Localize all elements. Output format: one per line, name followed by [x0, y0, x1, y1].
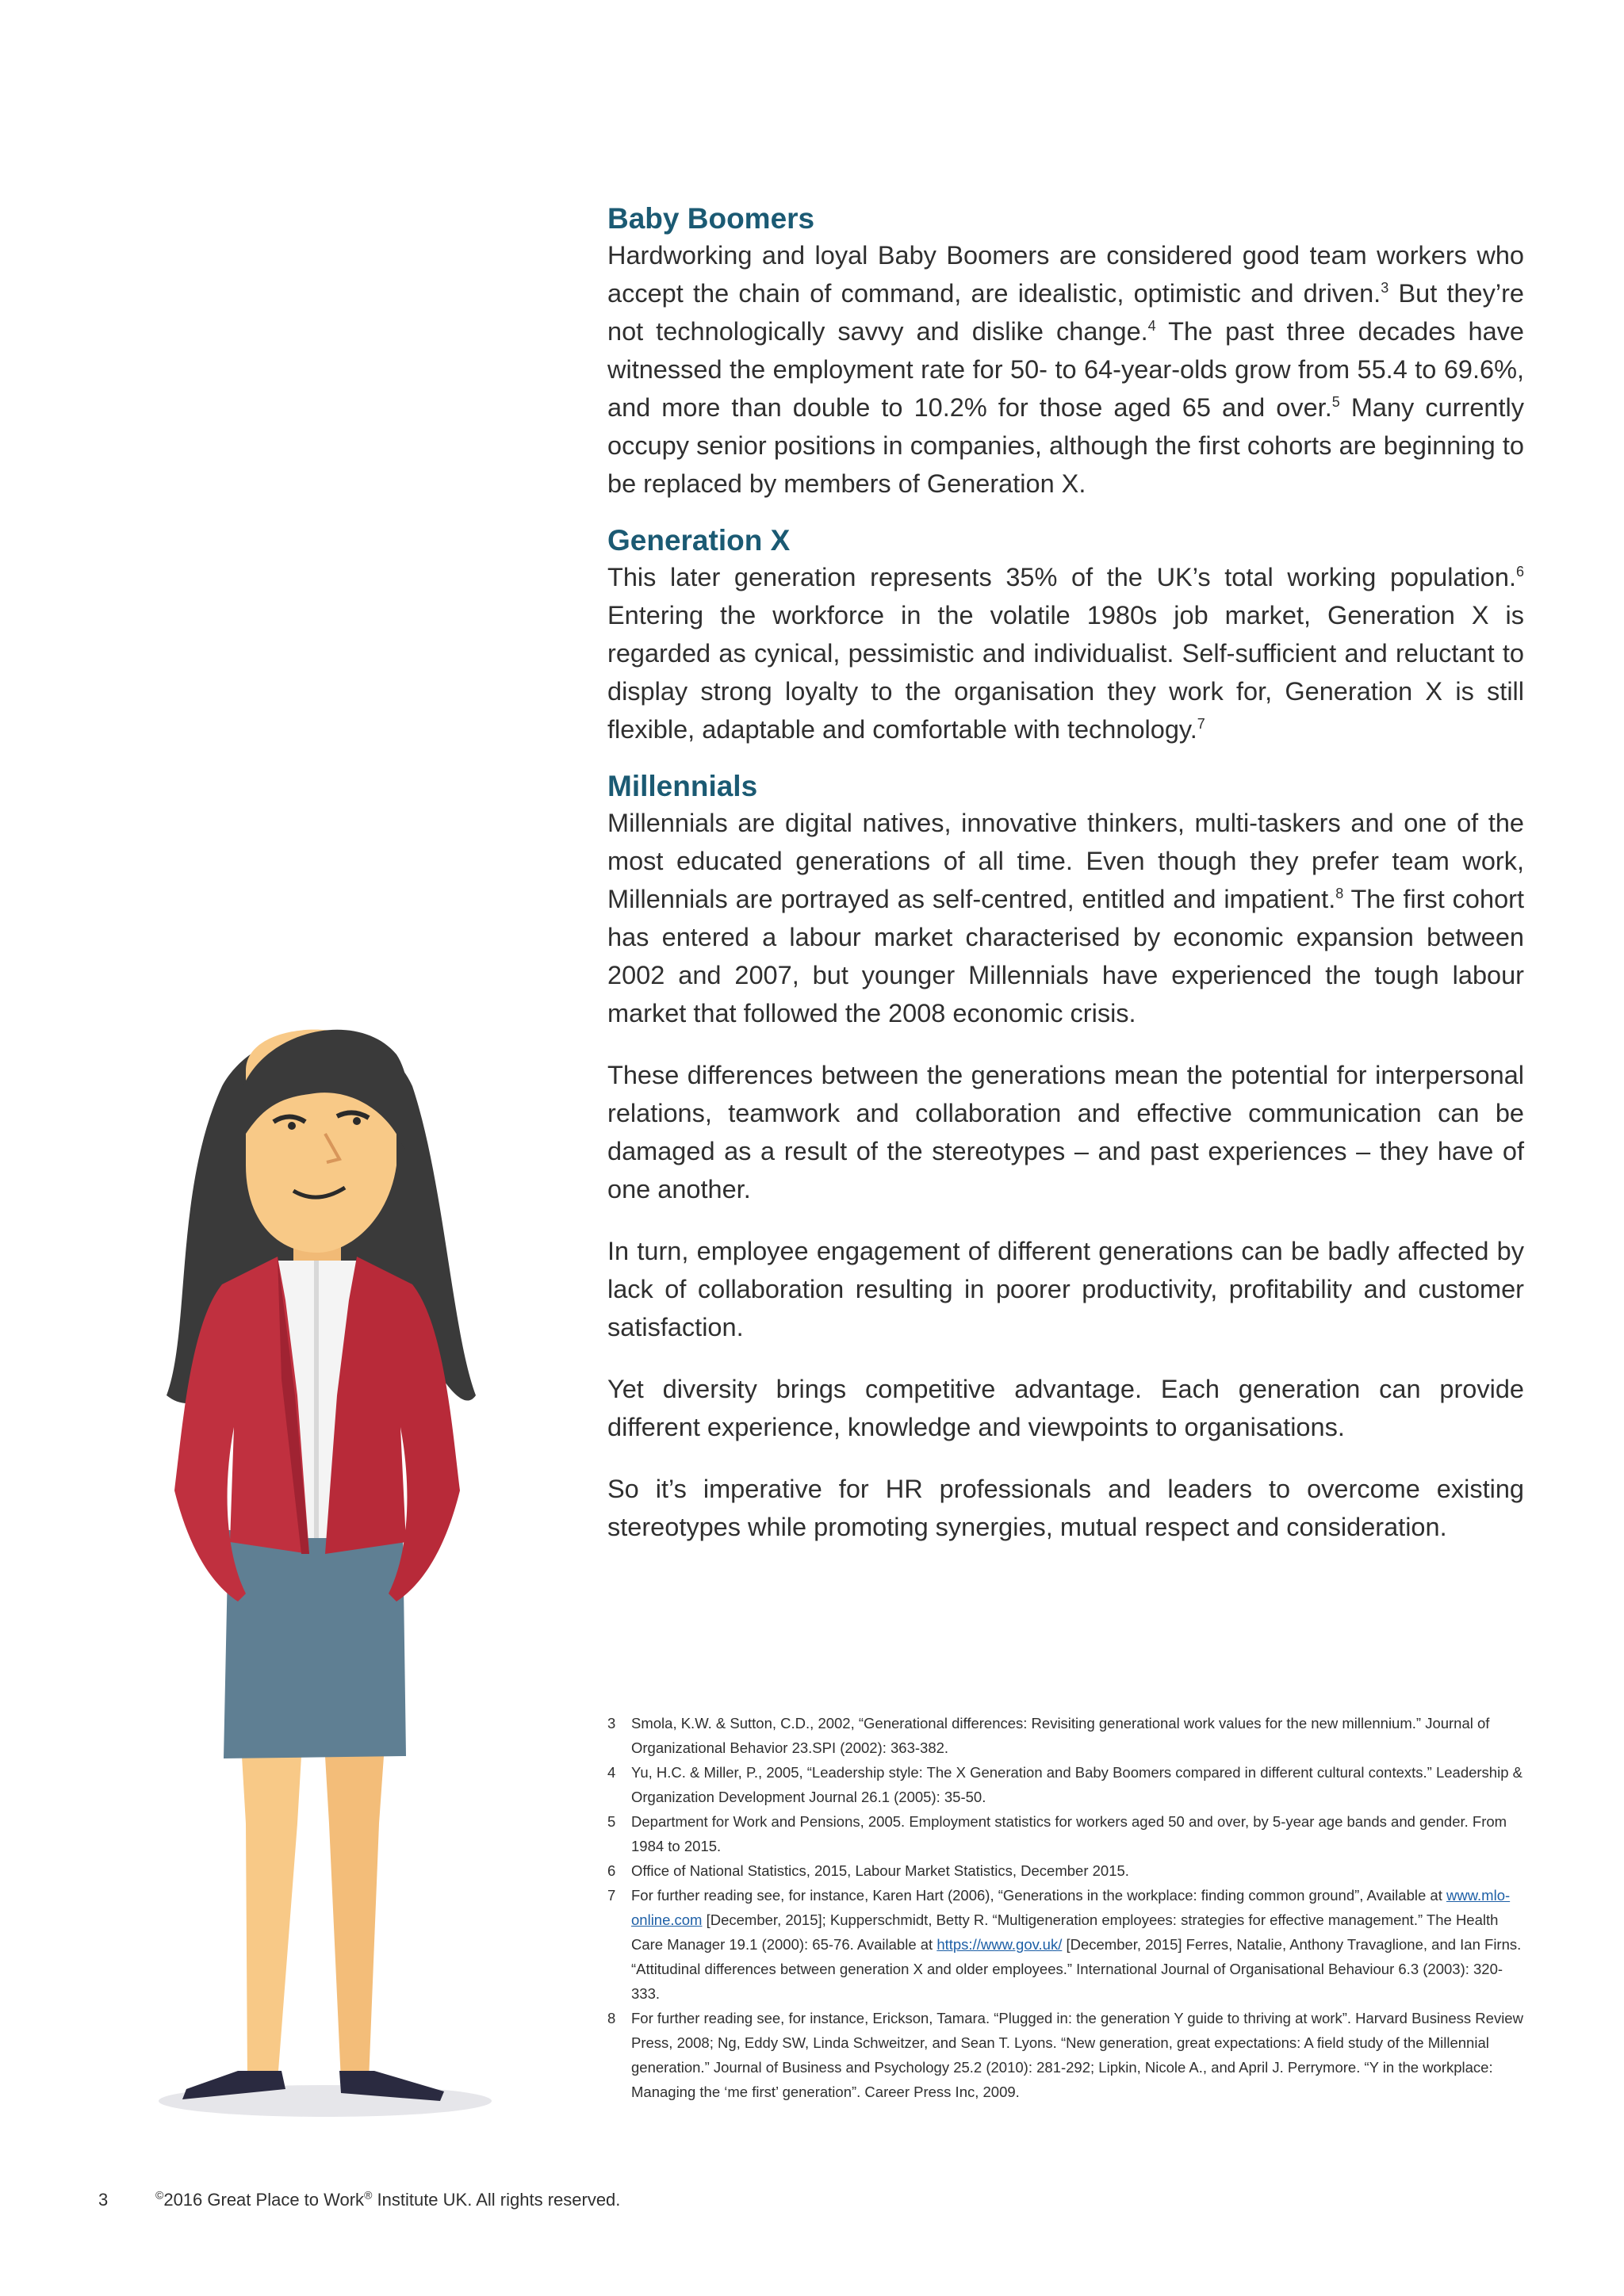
footnote-ref: 4 — [1147, 318, 1156, 335]
footnote-text: Yu, H.C. & Miller, P., 2005, “Leadership style: The X Generation and Baby Boomers compared in different cultural contexts.” Leadership & Organization Development Journal 26.1 (2005): 35-50. — [631, 1764, 1522, 1805]
footnote-item — [607, 1711, 1524, 1760]
footnote-number: 5 — [607, 1813, 616, 1830]
section-body: This later generation represents 35% of the UK’s total working population.$^6$ Entering the workforce in the volatile 1980s job market, Generation X is regarded as cynical, pessimistic and individualist. Self-sufficient and reluctant to display strong loyalty to the organisation they work for, Generation X is still flexible, adaptable and comfortable with technology.$^7$ — [607, 563, 1524, 744]
right-pupil — [353, 1117, 361, 1125]
footnote-ref: 7 — [1197, 716, 1205, 733]
footnote-text: For further reading see, for instance, Karen Hart (2006), “Generations in the workplace: finding common ground”, Available at www.mlo-online.com [December, 2015]; Kupperschmidt, Betty R. “Multigeneration employees: strategies for effective management.” The Health Care Manager 19.1 (2000): 65-76. Available at https://www.gov.uk/ [December, 2015] Ferres, Natalie, Anthony Travaglione, and Ian Firns. “Attitudinal differences between generation X and older employees.” International Journal of Organisational Behaviour 6.3 (2003): 320-333. — [631, 1887, 1522, 2002]
footnote-text: Smola, K.W. & Sutton, C.D., 2002, “Generational differences: Revisiting generational work values for the new millennium.” Journal of Organizational Behavior 23.SPI (2002): 363-382. — [631, 1715, 1490, 1756]
footnote-text: For further reading see, for instance, Erickson, Tamara. “Plugged in: the generation Y guide to thriving at work”. Harvard Business Review Press, 2008; Ng, Eddy SW, Linda Schweitzer, and Sean T. Lyons. “New generation, great expectations: A field study of the Millennial generation.” Journal of Business and Psychology 25.2 (2010): 281-292; Lipkin, Nicole A., and April J. Perrymore. “Y in the workplace: Managing the ‘me first’ generation”. Career Press Inc, 2009. — [631, 2010, 1523, 2100]
registered-symbol: ® — [364, 2188, 373, 2202]
footnote-item — [607, 2006, 1524, 2104]
section-heading: Millennials — [607, 770, 758, 802]
footnote-item — [607, 1858, 1524, 1883]
footnote-text: Department for Work and Pensions, 2005. Employment statistics for workers aged 50 and over, by 5-year age bands and gender. From 1984 to 2015. — [631, 1813, 1507, 1854]
footnote-item — [607, 1809, 1524, 1858]
footnote-item — [607, 1760, 1524, 1809]
footnotes — [607, 1711, 1524, 2104]
section-baby-boomers — [607, 201, 1524, 503]
footnote-ref: 8 — [1335, 886, 1344, 902]
section-millennials — [607, 769, 1524, 1032]
copyright-symbol: © — [155, 2188, 164, 2202]
footnote-ref: 3 — [1381, 280, 1389, 297]
woman-in-red-jacket-icon — [127, 983, 523, 2125]
footnote-item — [607, 1883, 1524, 2006]
section-body: Millennials are digital natives, innovative thinkers, multi-taskers and one of the most educated generations of all time. Even though they prefer team work, Millennials are portrayed as self-centred, entitled and impatient.$^8$ The first cohort has entered a labour market characterised by economic expansion between 2002 and 2007, but younger Millennials have experienced the tough labour market that followed the 2008 economic crisis. — [607, 809, 1524, 1027]
copyright-line: ©2016 Great Place to Work® Institute UK. All rights reserved. — [155, 2188, 621, 2210]
left-pupil — [288, 1122, 296, 1130]
footnote-number: 6 — [607, 1862, 616, 1879]
skirt — [224, 1530, 406, 1758]
footnote-ref: 5 — [1331, 394, 1340, 411]
body-paragraph: Yet diversity brings competitive advantage. Each generation can provide different experience, knowledge and viewpoints to organisations. — [607, 1375, 1524, 1441]
body-paragraph: In turn, employee engagement of different generations can be badly affected by lack of collaboration resulting in poorer productivity, profitability and customer satisfaction. — [607, 1237, 1524, 1341]
footnote-number: 4 — [607, 1764, 616, 1781]
body-paragraph: So it’s imperative for HR professionals and leaders to overcome existing stereotypes while promoting synergies, mutual respect and consideration. — [607, 1475, 1524, 1541]
section-generation-x — [607, 523, 1524, 748]
page-number: 3 — [98, 2190, 109, 2210]
footnote-number: 8 — [607, 2010, 616, 2026]
woman-illustration — [127, 983, 523, 2125]
footnote-text: Office of National Statistics, 2015, Labour Market Statistics, December 2015. — [631, 1862, 1129, 1879]
main-content — [607, 201, 1524, 1546]
footnote-number: 7 — [607, 1887, 616, 1904]
footnote-ref: 6 — [1515, 564, 1524, 580]
blouse-placket — [314, 1261, 319, 1538]
section-heading: Baby Boomers — [607, 202, 815, 235]
section-heading: Generation X — [607, 524, 791, 557]
footnote-number: 3 — [607, 1715, 616, 1732]
mlo-online-link[interactable]: www.mlo-online.com — [631, 1887, 1511, 1928]
body-paragraph: These differences between the generations mean the potential for interpersonal relations, teamwork and collaboration and effective communication can be damaged as a result of the stereotypes – and past experiences – they have of one another. — [607, 1061, 1524, 1203]
gov-uk-link[interactable]: https://www.gov.uk/ — [936, 1936, 1063, 1953]
section-body: Hardworking and loyal Baby Boomers are considered good team workers who accept the chain of command, are idealistic, optimistic and driven.$^3$ But they’re not technologically savvy and dislike change.$^4$ The past three decades have witnessed the employment rate for 50- to 64-year-olds grow from 55.4 to 69.6%, and more than double to 10.2% for those aged 65 and over.$^5$ Many currently occupy senior positions in companies, although the first cohorts are beginning to be replaced by members of Generation X. — [607, 241, 1524, 498]
